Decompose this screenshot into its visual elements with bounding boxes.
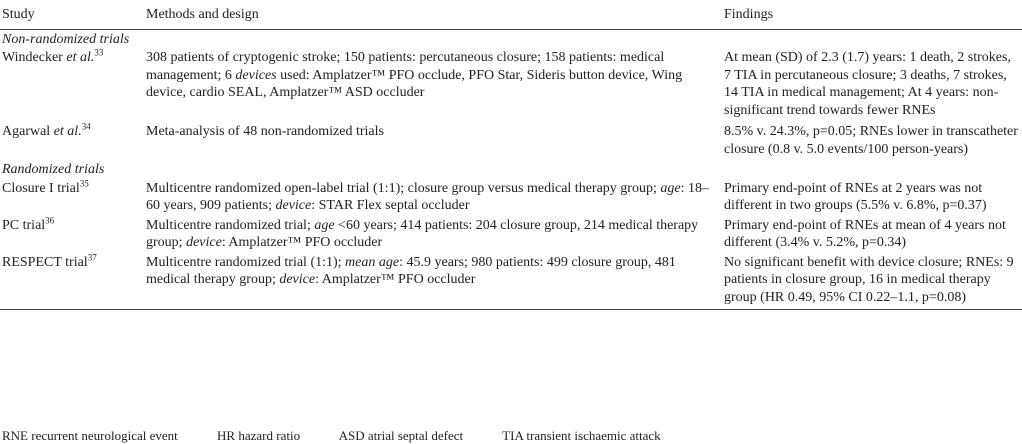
methods-devices-label: devices [235, 67, 277, 83]
methods-device-label: device [186, 235, 222, 250]
study-cell [0, 177, 140, 217]
findings-cell: Primary end-point of RNEs at 2 years was not different in two groups (5.5% v. 6.8%, p=0.37) [724, 180, 987, 213]
header-study: Study [0, 0, 140, 29]
study-cell [0, 121, 140, 160]
study-ref: 34 [81, 121, 91, 132]
findings-cell: No significant benefit with device closure; RNEs: 9 patients in closure group, 16 in medical therapy group (HR 0.49, 95% CI 0.22–1.1, p=0.08) [718, 254, 1022, 310]
study-name: Agarwal [2, 124, 54, 139]
header-methods: Methods and design [140, 0, 718, 29]
footnote-item: RNE recurrent neurological event [2, 428, 178, 443]
findings-cell: 8.5% v. 24.3%, p=0.05; RNEs lower in transcatheter closure (0.8 v. 5.0 events/100 person-years) [724, 124, 1018, 157]
header-findings: Findings [718, 0, 1022, 29]
findings-cell: At mean (SD) of 2.3 (1.7) years: 1 death, 2 strokes, 7 TIA in percutaneous closure; 3 deaths, 7 strokes, 14 TIA in medical management; At 4 years: non-significant trend towards fewer RNEs [724, 50, 1011, 118]
footnote-item: TIA transient ischaemic attack [502, 428, 661, 443]
methods-text: : Amplatzer™ PFO occluder [315, 272, 476, 287]
methods-age-label: mean age [345, 254, 400, 270]
footnote-item: ASD atrial septal defect [338, 428, 464, 443]
methods-age-label: age [660, 180, 681, 196]
findings-cell: Primary end-point of RNEs at mean of 4 years not different (3.4% v. 5.2%, p=0.34) [724, 217, 1006, 250]
methods-text: Multicentre randomized trial; [146, 217, 315, 233]
section-row-randomized [0, 160, 1022, 180]
study-name: Closure I trial [2, 180, 80, 196]
section-title-non-randomized: Non-randomized trials [2, 31, 130, 47]
table-row [0, 121, 1022, 160]
study-ref: 37 [87, 251, 97, 262]
study-etal: et al. [66, 50, 95, 65]
methods-cell [140, 180, 718, 217]
table-footnote [2, 428, 697, 443]
methods-device-label: device [275, 198, 312, 213]
study-name: PC trial [2, 217, 46, 233]
study-cell [0, 214, 140, 254]
study-cell [0, 251, 140, 310]
footnote-item: HR hazard ratio [217, 428, 301, 443]
study-name: Windecker [2, 50, 67, 65]
section-row-non-randomized [0, 29, 1022, 49]
methods-text: : Amplatzer™ PFO occluder [221, 235, 383, 250]
methods-text: 308 patients of cryptogenic stroke; 150 patients: percutaneous closure; 158 patients: medical management; 6 [146, 50, 665, 83]
methods-text: : 45.9 years; 980 patients: 499 closure group, 481 medical therapy group; [146, 254, 676, 287]
methods-cell [140, 217, 718, 254]
methods-cell: Meta-analysis of 48 non-randomized trials [146, 124, 384, 139]
methods-text: Multicentre randomized trial (1:1); [146, 254, 346, 270]
study-name: RESPECT trial [2, 254, 88, 270]
table-row [0, 180, 1022, 217]
methods-text: used: Amplatzer™ PFO occlude, PFO Star, Sideris button device, Wing device, cardio SEAL, Amplatzer™ ASD occluder [146, 67, 683, 100]
study-ref: 36 [45, 214, 55, 225]
methods-cell [140, 49, 718, 121]
table-header-row [0, 0, 1022, 29]
table-row [0, 49, 1022, 121]
study-ref: 33 [94, 47, 104, 58]
study-ref: 35 [79, 177, 89, 188]
table-row [0, 254, 1022, 310]
methods-text: : 18–60 years, 909 patients; [146, 180, 709, 213]
methods-text: <60 years; 414 patients: 204 closure group, 214 medical therapy group; [146, 217, 699, 250]
methods-text: : STAR Flex septal occluder [311, 198, 470, 213]
study-cell [0, 49, 140, 121]
methods-cell [140, 254, 718, 310]
study-etal: et al. [53, 124, 82, 139]
table-row [0, 217, 1022, 254]
methods-device-label: device [279, 272, 316, 287]
section-title-randomized: Randomized trials [2, 162, 105, 177]
methods-age-label: age [314, 217, 335, 233]
methods-text: Multicentre randomized open-label trial (1:1); closure group versus medical therapy group; [146, 180, 661, 196]
